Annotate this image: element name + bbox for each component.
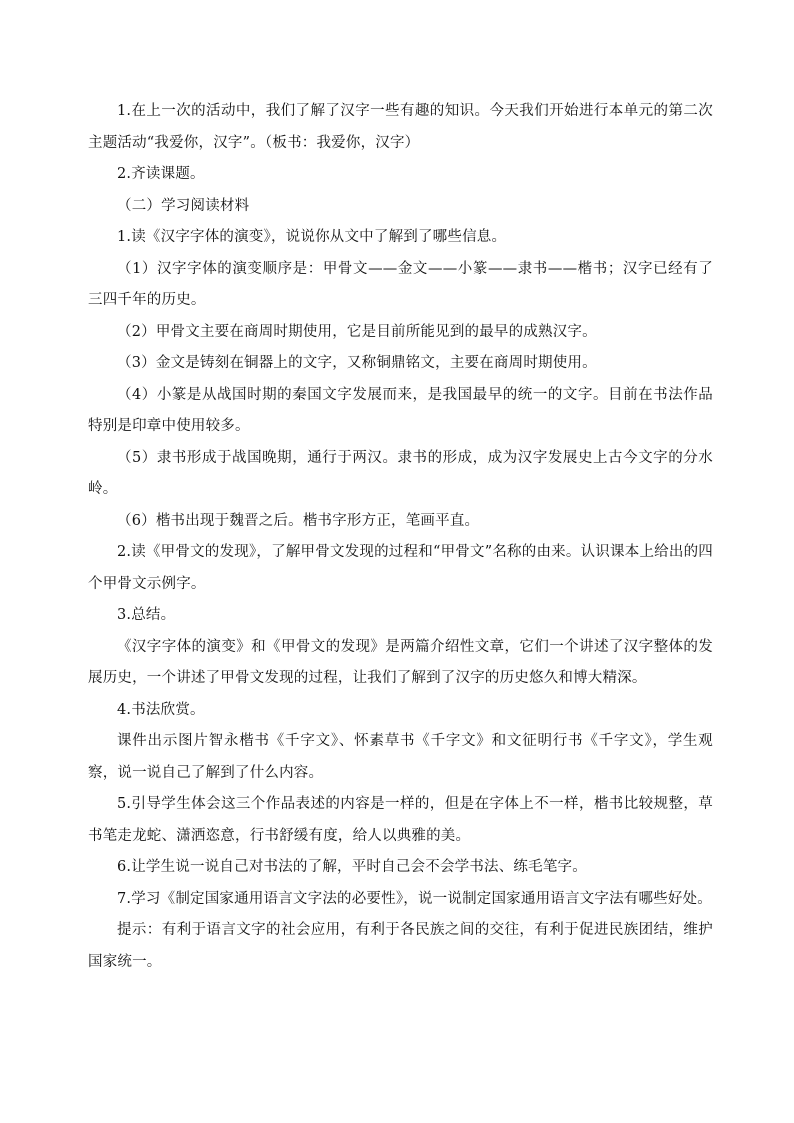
paragraph-summary-heading: 3.总结。 <box>117 607 176 623</box>
paragraph-hint: 提示：有利于语言文字的社会应用，有利于各民族之间的交往，有利于促进民族团结，维护国家统一。 <box>88 922 713 970</box>
paragraph-point-5: （5）隶书形成于战国晚期，通行于两汉。隶书的形成，成为汉字发展史上古今文字的分水岭。 <box>88 449 713 497</box>
paragraph-point-2: （2）甲骨文主要在商周时期使用，它是目前所能见到的最早的成熟汉字。 <box>117 323 597 340</box>
paragraph-calligraphy-heading: 4.书法欣赏。 <box>117 701 205 718</box>
paragraph-read-title: 2.齐读课题。 <box>117 166 205 182</box>
paragraph-calligraphy-show: 课件出示图片智永楷书《千字文》、怀素草书《千字文》和文征明行书《千字文》，学生观察，说一说自己了解到了什么内容。 <box>88 733 713 781</box>
paragraph-point-1: （1）汉字字体的演变顺序是：甲骨文——金文——小篆——隶书——楷书；汉字已经有了三四千年的历史。 <box>88 260 713 308</box>
paragraph-summary: 《汉字字体的演变》和《甲骨文的发现》是两篇介绍性文章，它们一个讲述了汉字整体的发展历史，一个讲述了甲骨文发现的过程，让我们了解到了汉字的历史悠久和博大精深。 <box>88 638 713 686</box>
paragraph-point-4: （4）小篆是从战国时期的秦国文字发展而来，是我国最早的统一的文字。目前在书法作品特别是印章中使用较多。 <box>88 386 713 434</box>
paragraph-task-6: 6.让学生说一说自己对书法的了解，平时自己会不会学书法、练毛笔字。 <box>117 859 587 875</box>
paragraph-task-1: 1.读《汉字字体的演变》，说说你从文中了解到了哪些信息。 <box>117 229 507 245</box>
paragraph-task-2: 2.读《甲骨文的发现》，了解甲骨文发现的过程和“甲骨文”名称的由来。认识课本上给出的四个甲骨文示例字。 <box>88 544 713 592</box>
paragraph-task-7: 7.学习《制定国家通用语言文字法的必要性》，说一说制定国家通用语言文字法有哪些好处。 <box>117 890 712 907</box>
section-heading-reading-material: （二）学习阅读材料 <box>117 197 250 214</box>
paragraph-point-6: （6）楷书出现于魏晋之后。楷书字形方正，笔画平直。 <box>117 512 480 529</box>
paragraph-point-3: （3）金文是铸刻在铜器上的文字，又称铜鼎铭文，主要在商周时期使用。 <box>117 355 597 371</box>
paragraph-intro: 1.在上一次的活动中，我们了解了汉字一些有趣的知识。今天我们开始进行本单元的第二次主题活动“我爱你，汉字”。（板书：我爱你，汉字） <box>88 103 713 151</box>
paragraph-task-5: 5.引导学生体会这三个作品表述的内容是一样的，但是在字体上不一样，楷书比较规整，草书笔走龙蛇、潇洒恣意，行书舒缓有度，给人以典雅的美。 <box>88 796 713 844</box>
document-body <box>88 96 713 978</box>
